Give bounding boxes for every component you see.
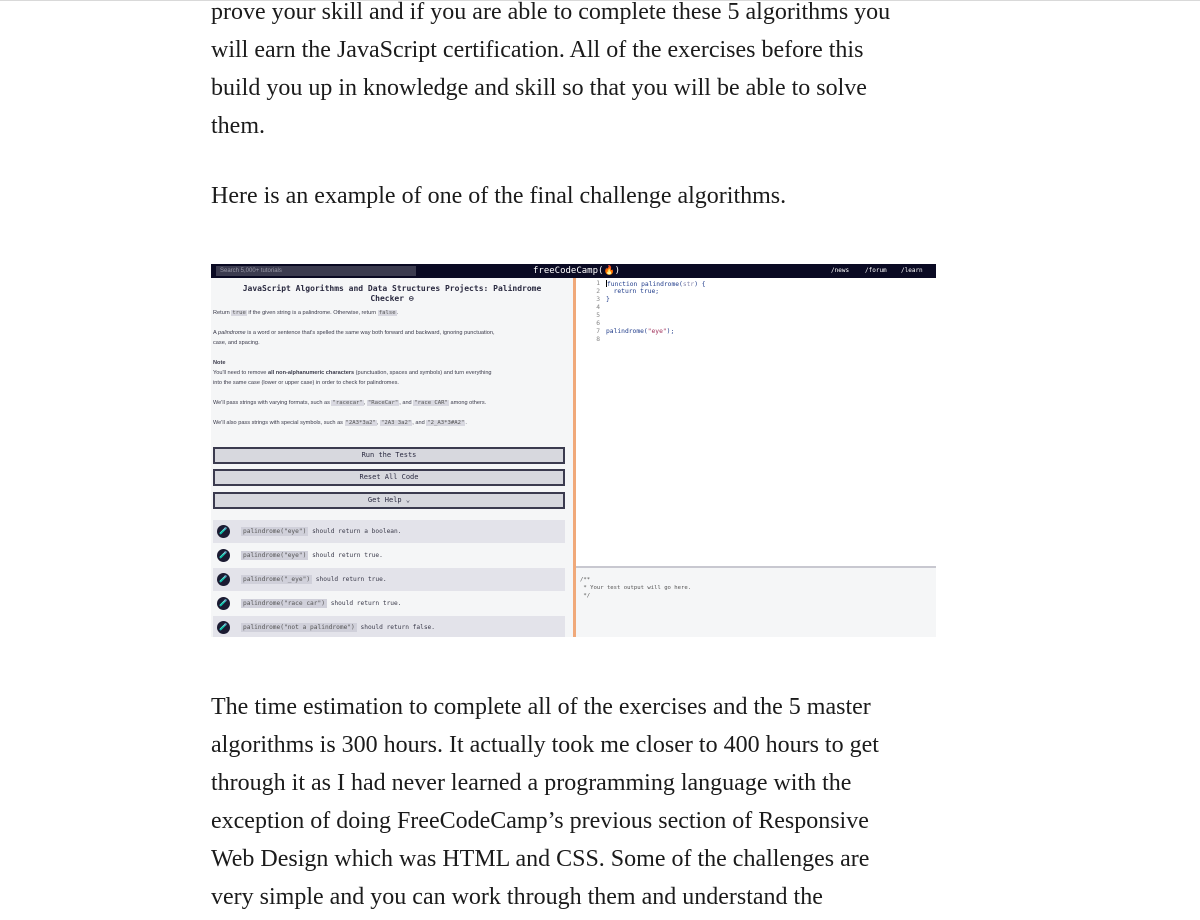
line-number: 2 bbox=[596, 288, 600, 295]
get-help-button[interactable]: Get Help ⌄ bbox=[213, 492, 565, 509]
desc-text: , and bbox=[412, 420, 427, 426]
output-line: /** bbox=[580, 577, 591, 583]
desc-text: , and bbox=[399, 400, 414, 406]
code-token: ) { bbox=[694, 281, 706, 288]
code-token: function palindrome( bbox=[607, 281, 683, 288]
challenge-description bbox=[213, 308, 568, 428]
test-code: palindrome("eye") bbox=[243, 552, 307, 559]
test-description bbox=[241, 544, 383, 567]
test-item bbox=[213, 520, 565, 543]
test-code: palindrome("eye") bbox=[243, 528, 307, 535]
article-paragraph-intro bbox=[211, 0, 931, 145]
desc-line bbox=[213, 328, 568, 338]
note-label bbox=[213, 358, 568, 368]
output-line: */ bbox=[580, 593, 591, 599]
desc-text: . bbox=[465, 420, 467, 426]
text-line: Here is an example of one of the final challenge algorithms. bbox=[211, 183, 787, 209]
flask-icon: 🧪 bbox=[217, 597, 230, 610]
desc-text: is a word or sentence that's spelled the same way both forward and backward, ignoring punctuation, bbox=[245, 330, 495, 336]
challenge-description-pane bbox=[211, 278, 573, 637]
test-item bbox=[213, 592, 565, 615]
code-chip: "RaceCar" bbox=[367, 400, 399, 406]
test-description bbox=[241, 568, 387, 591]
test-item bbox=[213, 616, 565, 637]
test-code: palindrome("_eye") bbox=[243, 576, 311, 583]
desc-line bbox=[213, 398, 568, 408]
code-chip: true bbox=[232, 310, 246, 316]
desc-text: , bbox=[376, 420, 380, 426]
desc-line: case, and spacing. bbox=[213, 340, 260, 346]
code-editor bbox=[576, 278, 936, 566]
test-description bbox=[241, 616, 435, 637]
desc-text: among others. bbox=[448, 400, 487, 406]
search-input: Search 5,000+ tutorials bbox=[216, 266, 416, 276]
test-text: should return a boolean. bbox=[308, 528, 402, 535]
code-token: str bbox=[682, 281, 695, 288]
code-chip: "2A3 3a2" bbox=[380, 420, 412, 426]
test-code: palindrome("race car") bbox=[243, 600, 325, 607]
code-token: palindrome( bbox=[606, 328, 648, 335]
test-item bbox=[213, 568, 565, 591]
text-line: very simple and you can work through them and understand the bbox=[211, 884, 823, 910]
test-text: should return false. bbox=[356, 624, 435, 631]
nav-link-learn: /learn bbox=[901, 267, 923, 274]
text-line: prove your skill and if you are able to complete these 5 algorithms you bbox=[211, 0, 891, 25]
desc-text: A bbox=[213, 330, 218, 336]
code-line bbox=[606, 328, 674, 336]
code-line: } bbox=[606, 296, 610, 303]
test-text: should return true. bbox=[308, 552, 383, 559]
text-line: The time estimation to complete all of the exercises and the 5 master bbox=[211, 694, 871, 720]
text-line: exception of doing FreeCodeCamp’s previous section of Responsive bbox=[211, 808, 869, 834]
desc-line bbox=[213, 308, 568, 318]
code-chip: "2_A3*3#A2" bbox=[427, 420, 465, 426]
test-text: should return true. bbox=[326, 600, 402, 607]
code-chip: "2A3*3a2" bbox=[345, 420, 376, 426]
text-line: Web Design which was HTML and CSS. Some of the challenges are bbox=[211, 846, 870, 872]
line-number: 5 bbox=[596, 312, 600, 319]
line-number: 4 bbox=[596, 304, 600, 311]
nav-link-news: /news bbox=[831, 267, 850, 274]
reset-code-button[interactable]: Reset All Code bbox=[213, 469, 565, 486]
flask-icon: 🧪 bbox=[217, 573, 230, 586]
code-chip: "race CAR" bbox=[414, 400, 448, 406]
desc-emphasis: palindrome bbox=[217, 330, 246, 336]
code-token: ); bbox=[666, 328, 675, 335]
desc-line: into the same case (lower or upper case) in order to check for palindromes. bbox=[213, 380, 399, 386]
test-code: palindrome("not a palindrome") bbox=[243, 624, 355, 631]
flask-icon: 🧪 bbox=[217, 525, 230, 538]
fcc-navbar bbox=[211, 264, 936, 278]
test-description bbox=[241, 520, 401, 543]
desc-text: You'll need to remove bbox=[213, 370, 268, 376]
desc-line bbox=[213, 368, 568, 378]
code-token: "eye" bbox=[647, 328, 667, 335]
flask-icon: 🧪 bbox=[217, 549, 230, 562]
code-chip: "racecar" bbox=[332, 400, 363, 406]
line-number: 8 bbox=[596, 336, 600, 343]
note-label-text: Note bbox=[213, 360, 226, 366]
line-number: 3 bbox=[596, 296, 600, 303]
test-item bbox=[213, 544, 565, 567]
desc-bold: all non-alphanumeric characters bbox=[267, 370, 355, 376]
test-text: should return true. bbox=[312, 576, 387, 583]
text-line: them. bbox=[211, 113, 265, 139]
text-line: algorithms is 300 hours. It actually took me closer to 400 hours to get bbox=[211, 732, 879, 758]
line-number: 7 bbox=[596, 328, 600, 335]
desc-text: if the given string is a palindrome. Otherwise, return bbox=[246, 310, 378, 316]
desc-text: (punctuation, spaces and symbols) and turn everything bbox=[354, 370, 492, 376]
output-line: * Your test output will go here. bbox=[580, 585, 692, 591]
flask-icon: 🧪 bbox=[217, 621, 230, 634]
text-line: through it as I had never learned a programming language with the bbox=[211, 770, 852, 796]
line-number: 6 bbox=[596, 320, 600, 327]
challenge-screenshot bbox=[211, 264, 936, 637]
run-tests-button[interactable]: Run the Tests bbox=[213, 447, 565, 464]
test-output-panel bbox=[576, 566, 936, 637]
desc-text: We'll also pass strings with special symbols, such as bbox=[213, 420, 345, 426]
test-description bbox=[241, 592, 401, 615]
fcc-logo: freeCodeCamp(🔥) bbox=[533, 266, 621, 276]
nav-link-forum: /forum bbox=[865, 267, 887, 274]
challenge-title-line: JavaScript Algorithms and Data Structures Projects: Palindrome bbox=[242, 284, 542, 293]
desc-line bbox=[213, 418, 568, 428]
desc-text: We'll pass strings with varying formats, such as bbox=[213, 400, 332, 406]
desc-text: . bbox=[396, 310, 399, 316]
article-paragraph-time bbox=[211, 688, 931, 916]
desc-text: Return bbox=[213, 310, 232, 316]
text-line: will earn the JavaScript certification. All of the exercises before this bbox=[211, 37, 864, 63]
text-line: build you up in knowledge and skill so that you will be able to solve bbox=[211, 75, 867, 101]
line-number: 1 bbox=[596, 280, 600, 287]
article-paragraph-example bbox=[211, 177, 931, 215]
code-line: return true; bbox=[606, 288, 660, 295]
challenge-title bbox=[217, 284, 567, 304]
desc-text: , bbox=[363, 400, 367, 406]
challenge-title-line: Checker ⊖ bbox=[370, 294, 414, 303]
code-chip: false bbox=[378, 310, 396, 316]
